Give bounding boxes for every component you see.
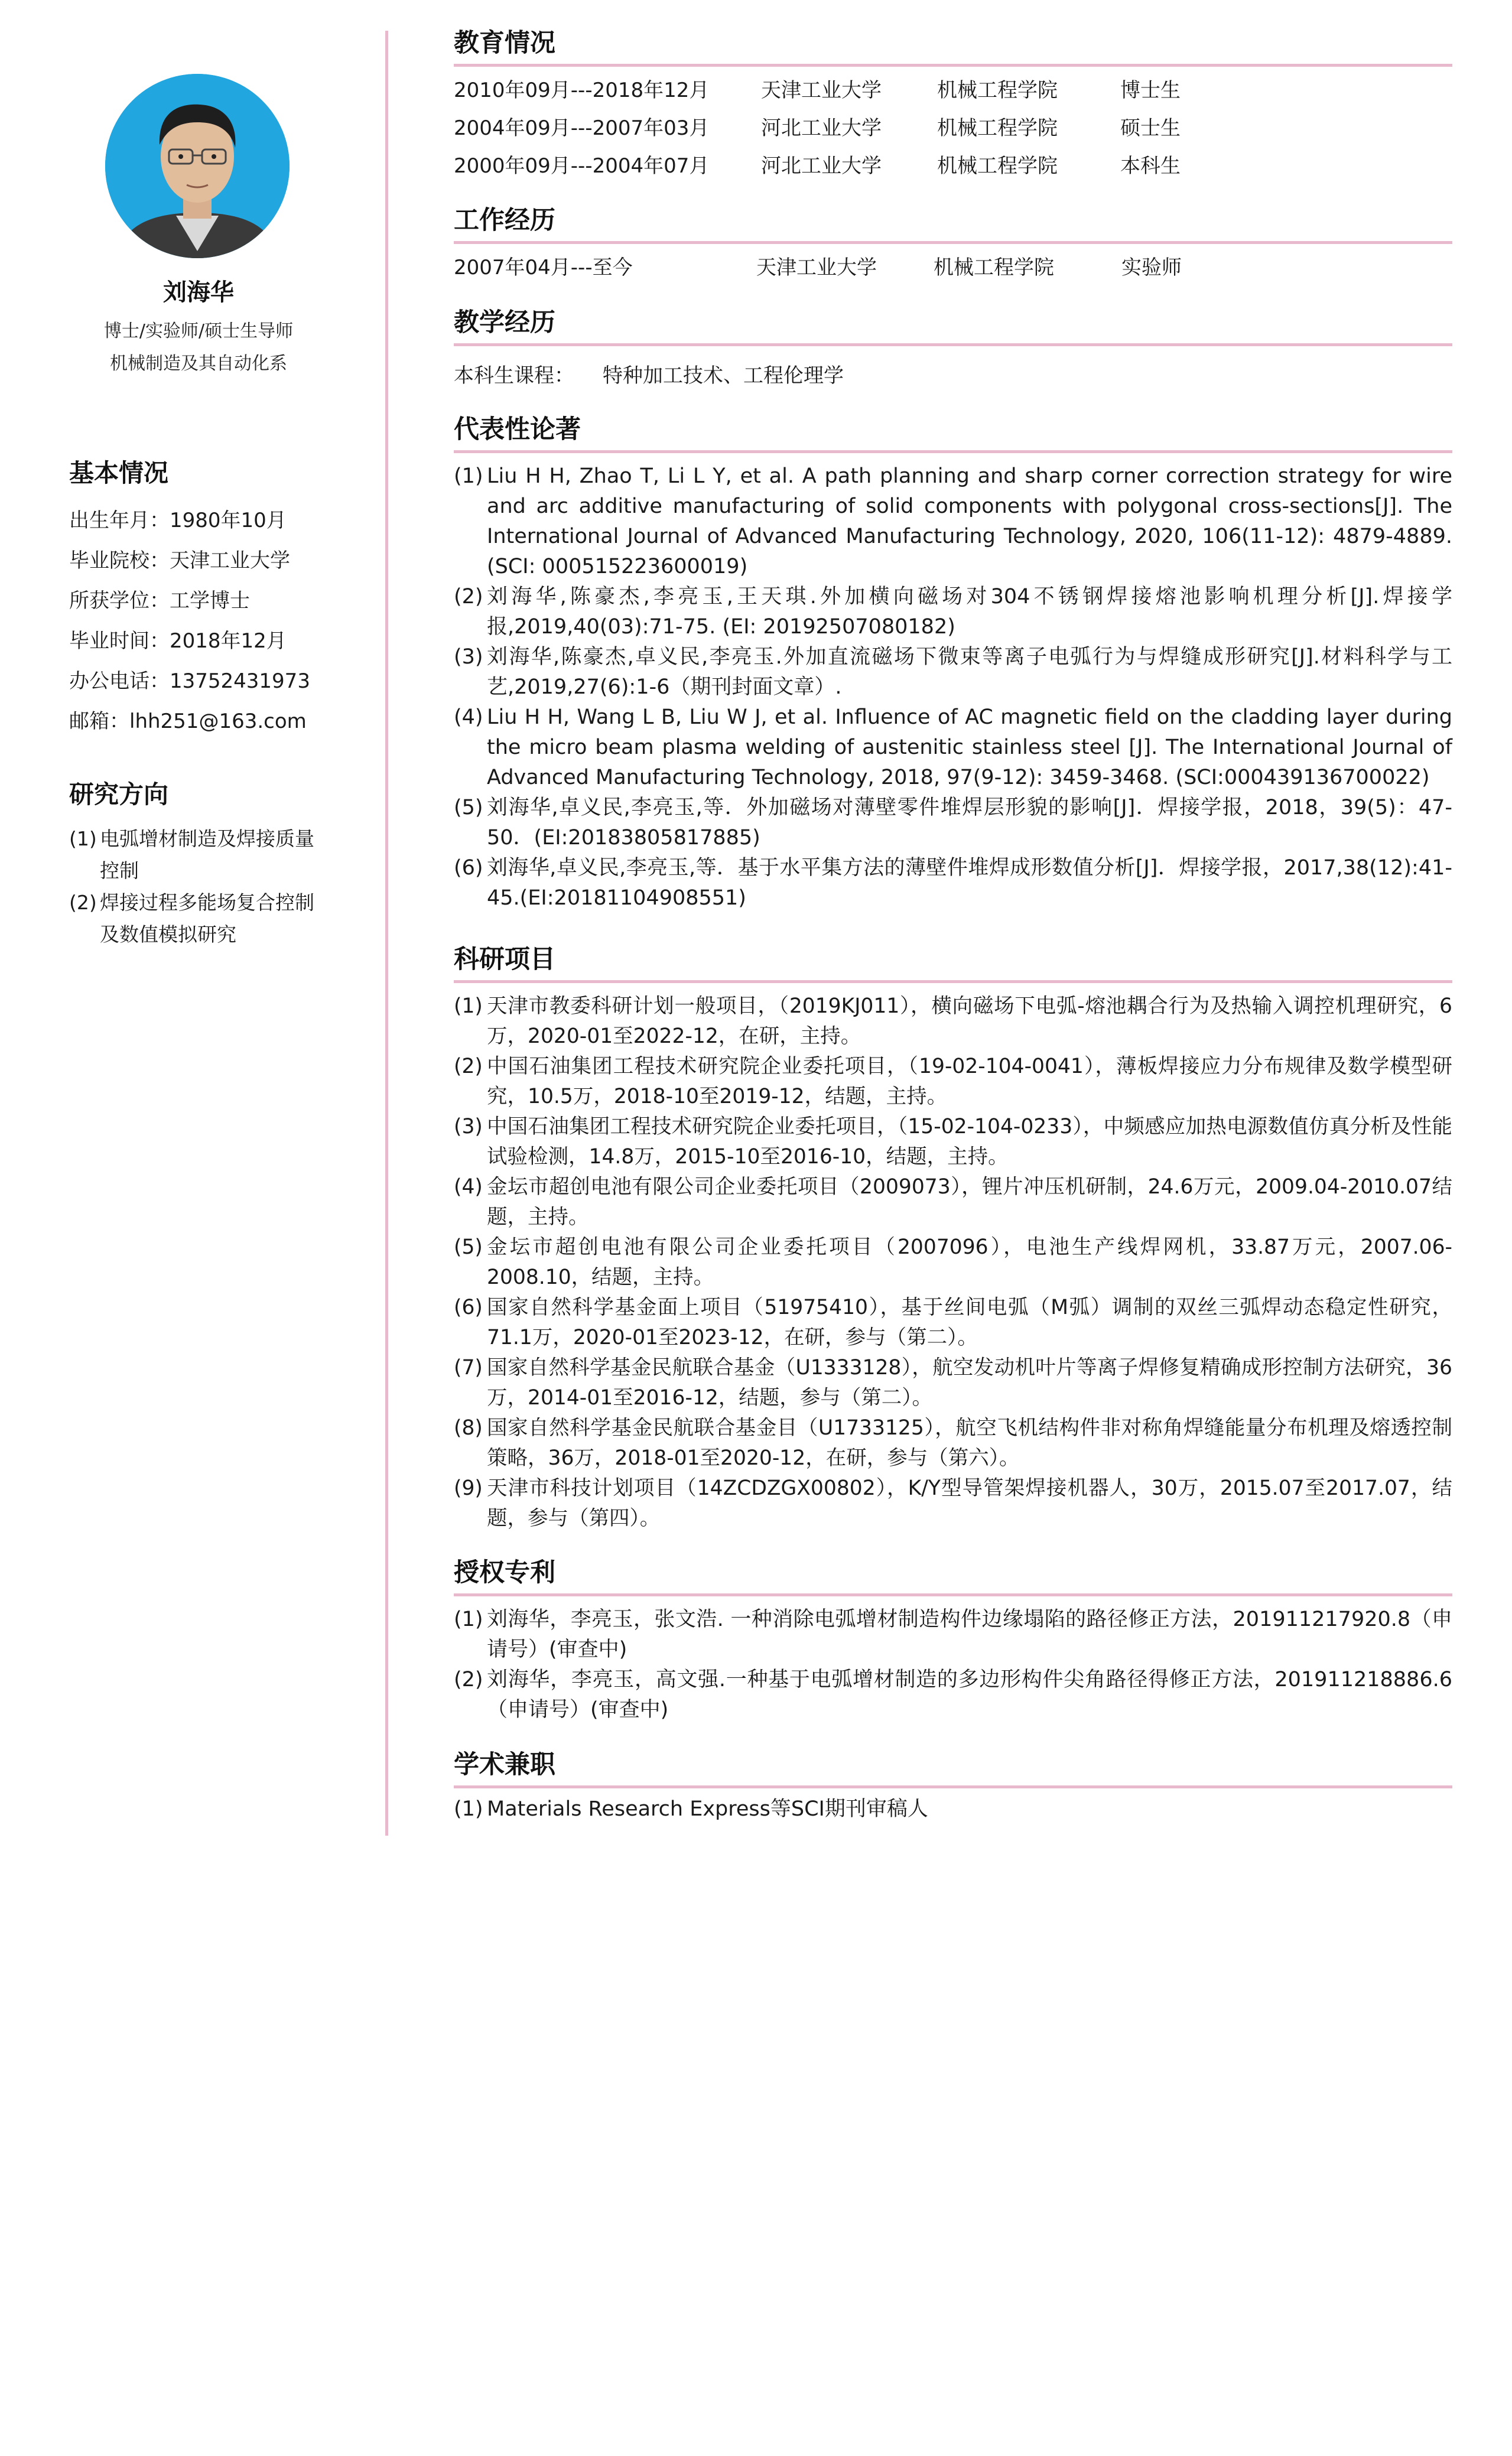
paper-text: 刘海华,卓义民,李亮玉,等．外加磁场对薄壁零件堆焊层形貌的影响[J]．焊接学报，2018，39(5)：47-50．(EI:20183805817885) <box>487 796 1452 850</box>
section-rule <box>454 343 1452 346</box>
education-row <box>454 75 1452 113</box>
paper-text: Liu H H, Wang L B, Liu W J, et al. Influence of AC magnetic field on the cladding layer during the micro beam plasma welding of austenitic stainless steel [J]. The International Journal of Advanced Manufacturing Technology, 2018, 97(9-12): 3459-3468. (SCI:000439136700022) <box>487 705 1452 789</box>
papers-section <box>454 412 1452 913</box>
academic-item <box>454 1794 1452 1824</box>
project-item <box>454 1232 1452 1293</box>
project-num: (9) <box>454 1476 483 1500</box>
work-heading: 工作经历 <box>454 206 555 235</box>
project-item <box>454 1172 1452 1232</box>
teaching-row <box>454 360 1452 391</box>
paper-num: (3) <box>454 645 483 669</box>
project-num: (3) <box>454 1115 483 1138</box>
work-row <box>454 252 1452 290</box>
projects-list <box>454 991 1452 1534</box>
basic-info-birth: 出生年月：1980年10月 <box>69 509 287 532</box>
paper-item <box>454 702 1452 793</box>
education-row <box>454 113 1452 151</box>
research-item-num: (1) <box>69 827 97 850</box>
project-num: (1) <box>454 994 483 1018</box>
paper-num: (4) <box>454 705 483 729</box>
academic-list <box>454 1794 1452 1824</box>
project-text: 金坛市超创电池有限公司企业委托项目（2007096），电池生产线焊网机，33.87万元，2007.06-2008.10，结题，主持。 <box>487 1235 1452 1289</box>
basic-info-degree: 所获学位：工学博士 <box>69 589 250 613</box>
education-period: 2000年09月---2004年07月 <box>454 154 710 178</box>
project-num: (7) <box>454 1356 483 1380</box>
paper-num: (2) <box>454 585 483 609</box>
patent-item <box>454 1665 1452 1725</box>
project-text: 国家自然科学基金民航联合基金目（U1733125），航空飞机结构件非对称角焊缝能量分布机理及熔透控制策略，36万，2018-01至2020-12，在研，参与（第六）。 <box>487 1416 1452 1470</box>
section-rule <box>454 1593 1452 1596</box>
patent-text: 刘海华，李亮玉，高文强.一种基于电弧增材制造的多边形构件尖角路径得修正方法，201911218886.6（申请号）(审查中) <box>487 1668 1452 1722</box>
project-item <box>454 1473 1452 1534</box>
project-item <box>454 1052 1452 1112</box>
education-college: 机械工程学院 <box>937 116 1058 140</box>
work-section <box>454 203 1452 290</box>
project-num: (4) <box>454 1175 483 1199</box>
patents-section <box>454 1556 1452 1725</box>
vertical-divider <box>385 31 388 1836</box>
project-text: 国家自然科学基金民航联合基金（U1333128），航空发动机叶片等离子焊修复精确成形控制方法研究，36万，2014-01至2016-12，结题，参与（第二）。 <box>487 1356 1452 1410</box>
education-period: 2010年09月---2018年12月 <box>454 79 710 102</box>
paper-text: 刘海华,卓义民,李亮玉,等．基于水平集方法的薄壁件堆焊成形数值分析[J]．焊接学报，2017,38(12):41-45.(EI:20181104908551) <box>487 856 1452 910</box>
project-text: 中国石油集团工程技术研究院企业委托项目，（19-02-104-0041），薄板焊接应力分布规律及数学模型研究，10.5万，2018-10至2019-12，结题，主持。 <box>487 1055 1452 1108</box>
project-item <box>454 1293 1452 1353</box>
research-item-text: 电弧增材制造及焊接质量控制 <box>100 827 314 882</box>
project-text: 天津市教委科研计划一般项目，（2019KJ011），横向磁场下电弧-熔池耦合行为及热输入调控机理研究，6万，2020-01至2022-12，在研，主持。 <box>487 994 1452 1048</box>
paper-text: 刘海华,陈豪杰,李亮玉,王天琪.外加横向磁场对304不锈钢焊接熔池影响机理分析[J].焊接学报,2019,40(03):71-75. (EI: 20192507080182) <box>487 585 1452 639</box>
avatar <box>105 74 290 258</box>
person-name: 刘海华 <box>163 279 234 306</box>
basic-info-graduation: 毕业时间：2018年12月 <box>69 629 287 653</box>
education-school: 天津工业大学 <box>761 79 882 102</box>
research-item-num: (2) <box>69 891 97 914</box>
paper-item <box>454 461 1452 582</box>
work-college: 机械工程学院 <box>934 256 1054 279</box>
education-period: 2004年09月---2007年03月 <box>454 116 710 140</box>
paper-item <box>454 642 1452 702</box>
research-heading: 研究方向 <box>69 780 169 809</box>
basic-info-school: 毕业院校：天津工业大学 <box>69 549 290 572</box>
project-text: 国家自然科学基金面上项目（51975410），基于丝间电弧（M弧）调制的双丝三弧焊动态稳定性研究，71.1万，2020-01至2023-12，在研，参与（第二）。 <box>487 1296 1452 1349</box>
education-degree: 硕士生 <box>1120 116 1181 140</box>
paper-item <box>454 582 1452 642</box>
patent-text: 刘海华，李亮玉，张文浩. 一种消除电弧增材制造构件边缘塌陷的路径修正方法，201911217920.8（申请号）(审查中) <box>487 1608 1452 1661</box>
education-college: 机械工程学院 <box>937 154 1058 178</box>
section-rule <box>454 980 1452 983</box>
patent-num: (2) <box>454 1668 483 1691</box>
education-row <box>454 151 1452 188</box>
project-item <box>454 1413 1452 1473</box>
research-list <box>69 823 317 951</box>
education-section <box>454 26 1452 188</box>
person-department: 机械制造及其自动化系 <box>110 353 287 374</box>
academic-text: Materials Research Express等SCI期刊审稿人 <box>487 1797 928 1821</box>
projects-heading: 科研项目 <box>454 945 555 974</box>
project-num: (6) <box>454 1296 483 1319</box>
papers-list <box>454 461 1452 913</box>
papers-heading: 代表性论著 <box>454 415 581 444</box>
basic-info-email: 邮箱：lhh251@163.com <box>69 710 307 733</box>
basic-info-list <box>69 505 310 746</box>
teaching-heading: 教学经历 <box>454 308 555 337</box>
paper-item <box>454 793 1452 853</box>
project-num: (8) <box>454 1416 483 1440</box>
work-role: 实验师 <box>1121 256 1182 279</box>
teaching-section <box>454 305 1452 391</box>
paper-num: (6) <box>454 856 483 880</box>
education-college: 机械工程学院 <box>937 79 1058 102</box>
academic-heading: 学术兼职 <box>454 1750 555 1780</box>
paper-text: 刘海华,陈豪杰,卓义民,李亮玉.外加直流磁场下微束等离子电弧行为与焊缝成形研究[J].材料科学与工艺,2019,27(6):1-6（期刊封面文章）. <box>487 645 1452 699</box>
paper-num: (5) <box>454 796 483 819</box>
section-rule <box>454 1785 1452 1788</box>
avatar-photo-icon <box>105 74 290 258</box>
project-text: 天津市科技计划项目（14ZCDZGX00802），K/Y型导管架焊接机器人，30万，2015.07至2017.07，结题，参与（第四）。 <box>487 1476 1452 1530</box>
education-heading: 教育情况 <box>454 28 555 58</box>
project-item <box>454 1353 1452 1413</box>
section-rule <box>454 450 1452 453</box>
patent-item <box>454 1605 1452 1665</box>
paper-item <box>454 853 1452 913</box>
teaching-courses: 特种加工技术、工程伦理学 <box>603 364 844 388</box>
person-title: 博士/实验师/硕士生导师 <box>103 321 294 341</box>
education-degree: 本科生 <box>1120 154 1181 178</box>
project-num: (2) <box>454 1055 483 1078</box>
project-num: (5) <box>454 1235 483 1259</box>
education-degree: 博士生 <box>1120 79 1181 102</box>
paper-text: Liu H H, Zhao T, Li L Y, et al. A path planning and sharp corner correction strategy for wire and arc additive manufacturing of solid components with polygonal cross-sections[J]. The International Journal of Advanced Manufacturing Technology, 2020, 106(11-12): 4879-4889. (SCI: 000515223600019) <box>487 464 1452 578</box>
education-school: 河北工业大学 <box>761 154 882 178</box>
project-item <box>454 991 1452 1052</box>
basic-info-heading: 基本情况 <box>69 458 169 487</box>
education-school: 河北工业大学 <box>761 116 882 140</box>
project-text: 金坛市超创电池有限公司企业委托项目（2009073），锂片冲压机研制，24.6万元，2009.04-2010.07结题，主持。 <box>487 1175 1452 1229</box>
section-rule <box>454 241 1452 244</box>
research-item <box>69 823 317 887</box>
project-text: 中国石油集团工程技术研究院企业委托项目，（15-02-104-0233），中频感应加热电源数值仿真分析及性能试验检测，14.8万，2015-10至2016-10，结题，主持。 <box>487 1115 1452 1169</box>
patents-heading: 授权专利 <box>454 1558 555 1588</box>
work-org: 天津工业大学 <box>756 256 877 279</box>
patents-list <box>454 1605 1452 1725</box>
teaching-label: 本科生课程： <box>454 364 574 388</box>
section-rule <box>454 64 1452 67</box>
work-period: 2007年04月---至今 <box>454 256 633 279</box>
academic-section <box>454 1748 1452 1824</box>
paper-num: (1) <box>454 464 483 488</box>
basic-info-phone: 办公电话：13752431973 <box>69 669 310 693</box>
projects-section <box>454 942 1452 1534</box>
research-item-text: 焊接过程多能场复合控制及数值模拟研究 <box>100 891 314 946</box>
academic-num: (1) <box>454 1797 483 1821</box>
project-item <box>454 1112 1452 1172</box>
research-item <box>69 887 317 951</box>
patent-num: (1) <box>454 1608 483 1631</box>
